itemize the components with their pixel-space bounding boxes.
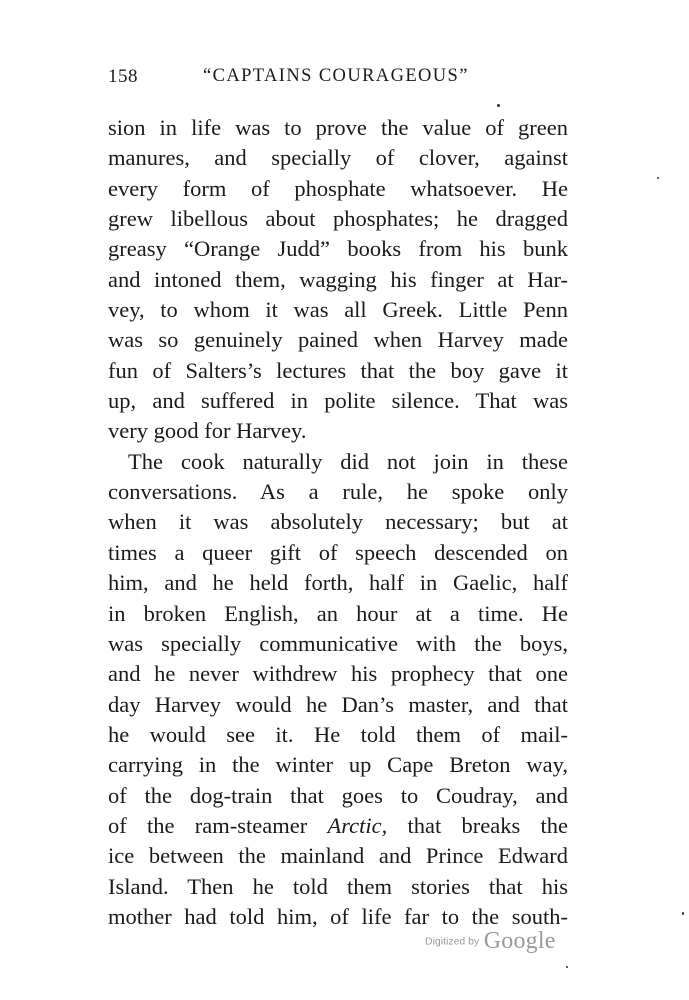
scan-speck	[657, 177, 659, 179]
text-line: when it was absolutely necessary; but at	[108, 509, 568, 535]
text-line-paragraph-end: very good for Harvey.	[108, 418, 307, 444]
text-line: him, and he held forth, half in Gaelic, half	[108, 570, 568, 596]
ship-name-arctic: Arctic,	[327, 812, 388, 838]
watermark-prefix: Digitized by	[425, 935, 480, 948]
running-title: “CAPTAINS COURAGEOUS”	[203, 66, 469, 86]
text-line: in broken English, an hour at a time. He	[108, 600, 568, 626]
text-line: was so genuinely pained when Harvey made	[108, 327, 568, 353]
text-line-with-ship-name	[108, 811, 568, 841]
text-line: manures, and specially of clover, against	[108, 145, 568, 171]
text-line: and he never withdrew his prophecy that one	[108, 661, 568, 687]
digitized-by-google-watermark	[425, 928, 556, 955]
text-line: up, and suffered in polite silence. That was	[108, 388, 568, 414]
running-head	[108, 66, 568, 96]
text-line: day Harvey would he Dan’s master, and that	[108, 691, 568, 717]
text-line: carrying in the winter up Cape Breton way,	[108, 752, 568, 778]
scan-speck	[566, 966, 568, 968]
text-line: mother had told him, of life far to the south-	[108, 903, 568, 929]
text-segment: that breaks the	[407, 812, 568, 838]
text-line: every form of phosphate whatsoever. He	[108, 175, 568, 201]
body-text	[108, 113, 568, 932]
text-line: and intoned them, wagging his finger at Har-	[108, 266, 568, 292]
text-line: greasy “Orange Judd” books from his bunk	[108, 236, 568, 262]
text-line: conversations. As a rule, he spoke only	[108, 479, 568, 505]
text-line: ice between the mainland and Prince Edward	[108, 843, 568, 869]
text-line-paragraph-start: The cook naturally did not join in these	[128, 448, 568, 474]
scan-speck	[497, 104, 500, 107]
text-line: vey, to whom it was all Greek. Little Penn	[108, 297, 568, 323]
text-line: grew libellous about phosphates; he dragged	[108, 206, 568, 232]
google-logo: Google	[483, 928, 556, 954]
text-segment: of the ram-steamer	[108, 812, 308, 838]
page-number: 158	[108, 66, 138, 87]
text-line: was specially communicative with the boys,	[108, 630, 568, 656]
scan-speck	[682, 912, 684, 915]
text-line: times a queer gift of speech descended on	[108, 539, 568, 565]
text-line: sion in life was to prove the value of green	[108, 115, 568, 140]
text-line: of the dog-train that goes to Coudray, and	[108, 782, 568, 808]
text-line: fun of Salters’s lectures that the boy gave it	[108, 357, 568, 383]
text-line: Island. Then he told them stories that his	[108, 873, 568, 899]
text-line: he would see it. He told them of mail-	[108, 721, 568, 747]
